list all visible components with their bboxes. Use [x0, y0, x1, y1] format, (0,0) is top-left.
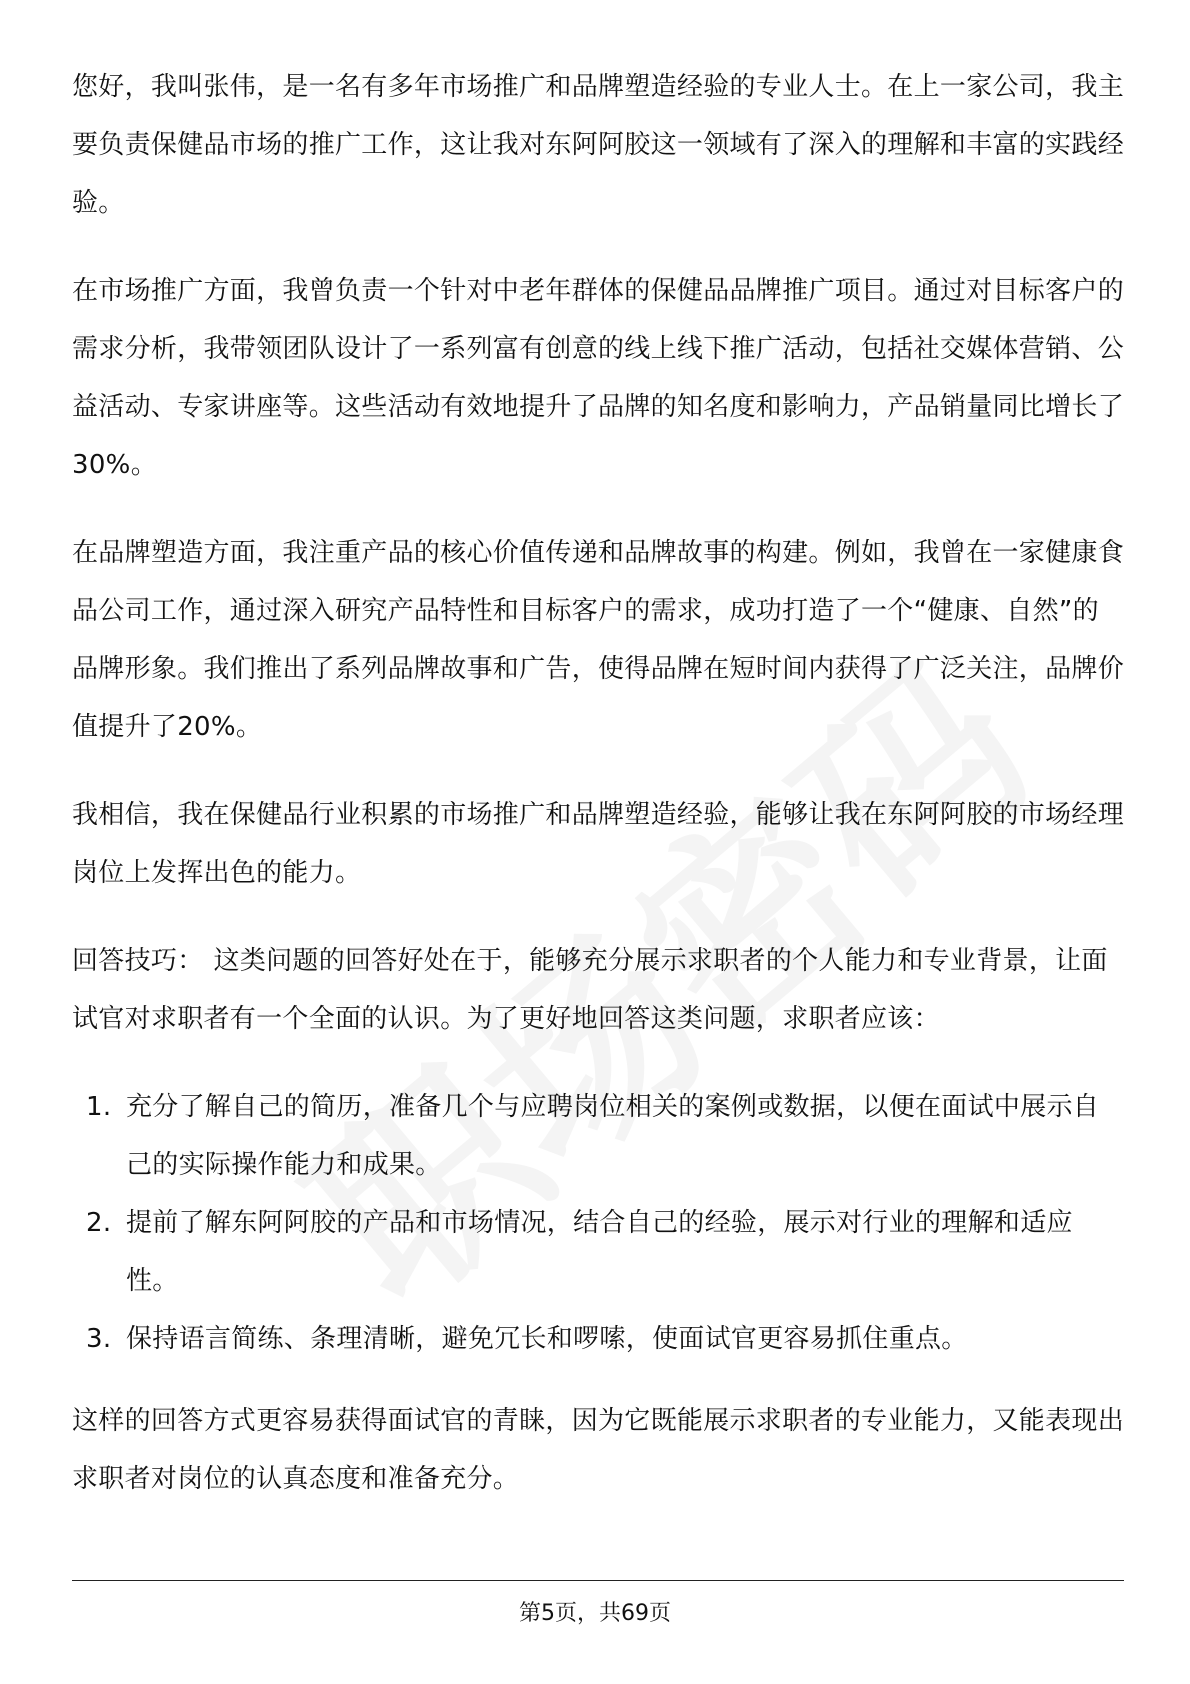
list-item — [72, 1194, 1124, 1310]
conclusion-paragraph: 这样的回答方式更容易获得面试官的青睐，因为它既能展示求职者的专业能力，又能表现出求职者对岗位的认真态度和准备充分。 — [72, 1406, 1125, 1494]
tips-label: 回答技巧： — [72, 946, 204, 976]
document-page — [72, 58, 1124, 1538]
tips-list — [72, 1078, 1124, 1368]
list-item-text: 充分了解自己的简历，准备几个与应聘岗位相关的案例或数据，以便在面试中展示自己的实际操作能力和成果。 — [126, 1092, 1100, 1180]
footer-divider — [72, 1580, 1124, 1581]
intro-paragraph: 您好，我叫张伟，是一名有多年市场推广和品牌塑造经验的专业人士。在上一家公司，我主要负责保健品市场的推广工作，这让我对东阿阿胶这一领域有了深入的理解和丰富的实践经验。 — [72, 72, 1125, 218]
page-number: 第5页，共69页 — [519, 1601, 671, 1626]
list-item-number: 2. — [86, 1208, 112, 1238]
belief-paragraph: 我相信，我在保健品行业积累的市场推广和品牌塑造经验，能够让我在东阿阿胶的市场经理岗位上发挥出色的能力。 — [72, 800, 1125, 888]
tips-text: 这类问题的回答好处在于，能够充分展示求职者的个人能力和专业背景，让面试官对求职者有一个全面的认识。为了更好地回答这类问题，求职者应该： — [72, 946, 1108, 1034]
list-item-number: 3. — [86, 1324, 112, 1354]
tips-paragraph — [72, 932, 1124, 1048]
list-item — [72, 1078, 1124, 1194]
branding-paragraph: 在品牌塑造方面，我注重产品的核心价值传递和品牌故事的构建。例如，我曾在一家健康食品公司工作，通过深入研究产品特性和目标客户的需求，成功打造了一个“健康、自然”的品牌形象。我们推出了系列品牌故事和广告，使得品牌在短时间内获得了广泛关注，品牌价值提升了20%。 — [72, 538, 1125, 742]
list-item-number: 1. — [86, 1092, 112, 1122]
list-item — [72, 1310, 1124, 1368]
list-item-text: 保持语言简练、条理清晰，避免冗长和啰嗦，使面试官更容易抓住重点。 — [126, 1324, 968, 1354]
list-item-text: 提前了解东阿阿胶的产品和市场情况，结合自己的经验，展示对行业的理解和适应性。 — [126, 1208, 1073, 1296]
marketing-paragraph: 在市场推广方面，我曾负责一个针对中老年群体的保健品品牌推广项目。通过对目标客户的需求分析，我带领团队设计了一系列富有创意的线上线下推广活动，包括社交媒体营销、公益活动、专家讲座等。这些活动有效地提升了品牌的知名度和影响力，产品销量同比增长了30%。 — [72, 276, 1125, 480]
